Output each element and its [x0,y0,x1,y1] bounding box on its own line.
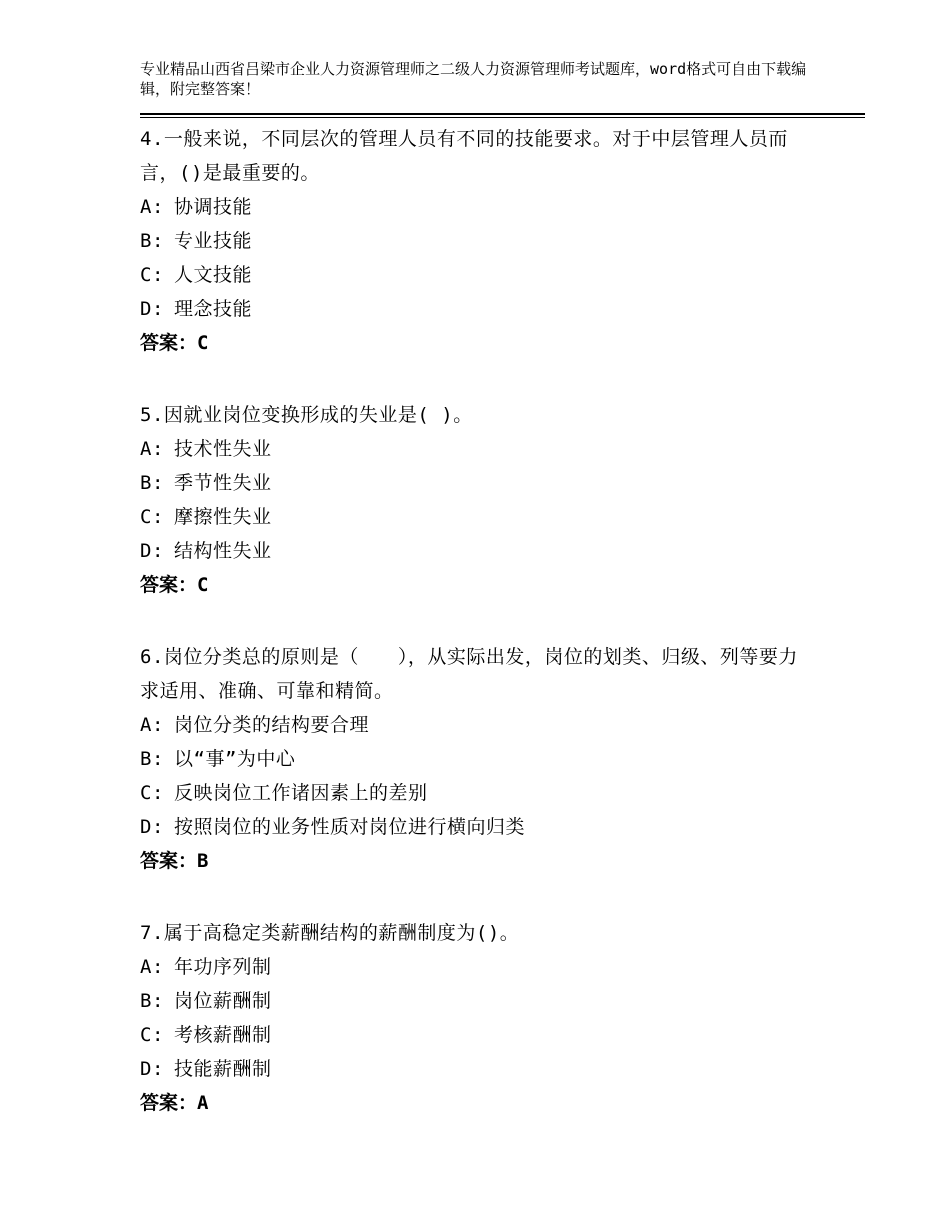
option-key: B: [140,990,164,1012]
option-key: A: [140,438,164,460]
header-divider-thick [140,113,865,115]
option-text: 季节性失业 [174,472,272,494]
option-text: 人文技能 [174,264,253,286]
option-a [140,432,865,466]
document-header: 专业精品山西省吕梁市企业人力资源管理师之二级人力资源管理师考试题库，word格式可自由下载编辑，附完整答案！ [140,60,807,98]
question-5 [140,398,865,602]
option-key: B: [140,748,164,770]
option-text: 技能薪酬制 [174,1058,272,1080]
question-7 [140,916,865,1120]
option-b [140,224,865,258]
option-key: C: [140,782,164,804]
option-text: 按照岗位的业务性质对岗位进行横向归类 [174,816,526,838]
option-d [140,810,865,844]
answer-line: 答案：C [140,332,209,354]
option-key: D: [140,540,164,562]
option-d [140,534,865,568]
option-text: 协调技能 [174,196,253,218]
option-key: A: [140,196,164,218]
option-c [140,500,865,534]
question-4 [140,122,865,360]
option-text: 理念技能 [174,298,253,320]
option-key: C: [140,1024,164,1046]
option-key: A: [140,956,164,978]
question-6 [140,640,865,878]
option-text: 以“事”为中心 [174,748,296,770]
option-a [140,190,865,224]
answer-line: 答案：B [140,850,209,872]
document-page [140,0,865,1120]
option-key: A: [140,714,164,736]
option-key: B: [140,472,164,494]
option-key: D: [140,1058,164,1080]
option-key: C: [140,264,164,286]
option-d [140,1052,865,1086]
option-c [140,776,865,810]
option-key: C: [140,506,164,528]
answer-line: 答案：A [140,1092,209,1114]
option-d [140,292,865,326]
option-key: B: [140,230,164,252]
option-b [140,466,865,500]
option-a [140,950,865,984]
question-stem: 7.属于高稳定类薪酬结构的薪酬制度为()。 [140,922,520,944]
option-a [140,708,865,742]
option-text: 结构性失业 [174,540,272,562]
header-divider-thin [140,117,865,118]
question-stem: 5.因就业岗位变换形成的失业是( )。 [140,404,473,426]
option-text: 反映岗位工作诸因素上的差别 [174,782,428,804]
option-text: 岗位分类的结构要合理 [174,714,370,736]
option-text: 专业技能 [174,230,253,252]
answer-line: 答案：C [140,574,209,596]
option-text: 岗位薪酬制 [174,990,272,1012]
question-stem: 6.岗位分类总的原则是（ ），从实际出发，岗位的划类、归级、列等要力求适用、准确、可靠和精简。 [140,646,798,702]
option-text: 技术性失业 [174,438,272,460]
question-stem: 4.一般来说，不同层次的管理人员有不同的技能要求。对于中层管理人员而言，()是最重要的。 [140,128,788,184]
option-c [140,258,865,292]
option-key: D: [140,298,164,320]
option-text: 考核薪酬制 [174,1024,272,1046]
option-b [140,742,865,776]
option-b [140,984,865,1018]
option-text: 年功序列制 [174,956,272,978]
option-key: D: [140,816,164,838]
option-text: 摩擦性失业 [174,506,272,528]
option-c [140,1018,865,1052]
